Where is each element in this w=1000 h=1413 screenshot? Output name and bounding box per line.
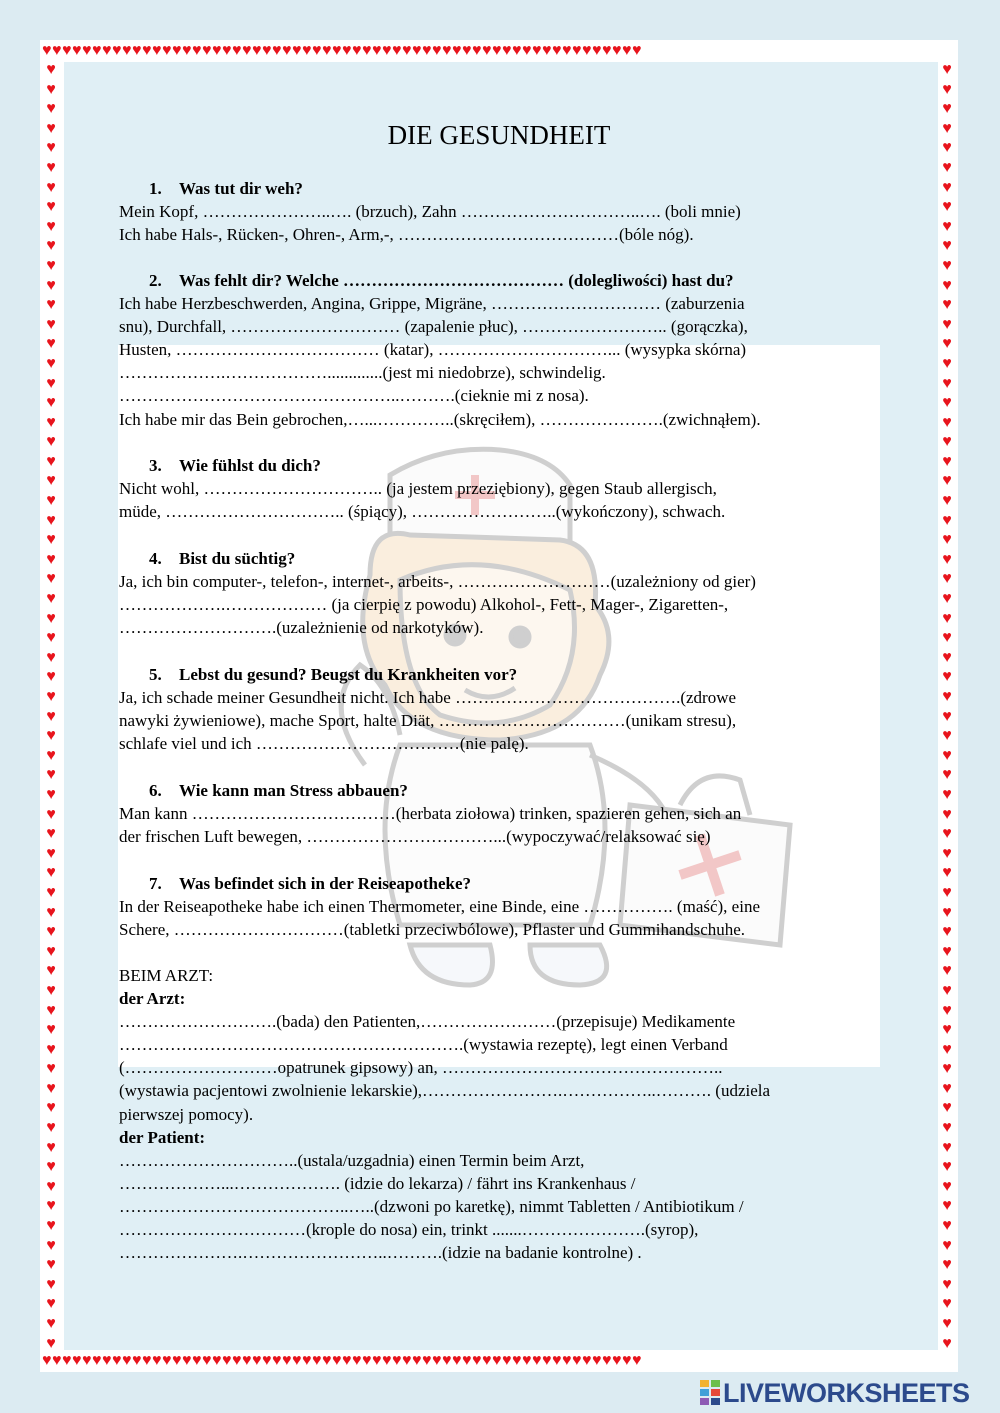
text-line: (………………………opatrunek gipsowy) an, …………………………………………..	[119, 1058, 723, 1078]
question-text: Wie fühlst du dich?	[179, 456, 321, 475]
text-line: schlafe viel und ich ………………………………(nie palę).	[119, 734, 529, 754]
text-line: …………………………………………..……….(cieknie mi z nosa).	[119, 386, 589, 406]
text-line: …………………………..(ustala/uzgadnia) einen Termin beim Arzt,	[119, 1150, 585, 1170]
question-number: 2.	[149, 271, 162, 290]
section-1	[119, 177, 889, 246]
section-3	[119, 454, 889, 523]
heart-border-top: ♥♥♥♥♥♥♥♥♥♥♥♥♥♥♥♥♥♥♥♥♥♥♥♥♥♥♥♥♥♥♥♥♥♥♥♥♥♥♥♥♥♥♥♥♥♥♥♥♥♥♥♥♥♥♥♥♥♥♥♥	[42, 42, 642, 59]
liveworksheets-logo-icon	[700, 1380, 720, 1406]
question-number: 4.	[149, 549, 162, 568]
question-text: Was fehlt dir? Welche ………………………………… (dolegliwości) hast du?	[179, 271, 734, 290]
question-text: Was tut dir weh?	[179, 179, 303, 198]
logo-text: LIVEWORKSHEETS	[723, 1378, 970, 1408]
arzt-label: der Arzt:	[119, 989, 186, 1009]
question-number: 7.	[149, 874, 162, 893]
text-line: Ich habe Hals-, Rücken-, Ohren-, Arm,-, …………………………………(bóle nóg).	[119, 225, 694, 245]
heart-border-bottom: ♥♥♥♥♥♥♥♥♥♥♥♥♥♥♥♥♥♥♥♥♥♥♥♥♥♥♥♥♥♥♥♥♥♥♥♥♥♥♥♥♥♥♥♥♥♥♥♥♥♥♥♥♥♥♥♥♥♥♥♥	[42, 1352, 642, 1369]
text-line: In der Reiseapotheke habe ich einen Thermometer, eine Binde, eine ……………. (maść), eine	[119, 897, 760, 917]
page-title: DIE GESUNDHEIT	[387, 120, 611, 150]
beim-arzt-section	[119, 964, 889, 1264]
text-line: Schere, …………………………(tabletki przeciwbólowe), Pflaster und Gummihandschuhe.	[119, 920, 746, 940]
heart-border-right: ♥♥♥♥♥♥♥♥♥♥♥♥♥♥♥♥♥♥♥♥♥♥♥♥♥♥♥♥♥♥♥♥♥♥♥♥♥♥♥♥♥♥♥♥♥♥♥♥♥♥♥♥♥♥♥♥♥♥♥♥♥♥♥♥♥♥	[942, 61, 952, 1352]
section-5	[119, 663, 889, 755]
text-line: Man kann ………………………………(herbata ziołowa) trinken, spazieren gehen, sich an	[119, 804, 742, 824]
question-text: Wie kann man Stress abbauen?	[179, 781, 408, 800]
question-number: 3.	[149, 456, 162, 475]
text-line: Ich habe mir das Bein gebrochen,…...…………..(skręciłem), ………………….(zwichnąłem).	[119, 409, 761, 429]
section-7	[119, 872, 889, 941]
text-line: nawyki żywieniowe), mache Sport, halte Diät, ……………………………(unikam stresu),	[119, 711, 737, 731]
text-line: Ich habe Herzbeschwerden, Angina, Grippe, Migräne, ………………………… (zaburzenia	[119, 294, 745, 314]
section-6	[119, 779, 889, 848]
text-line: snu), Durchfall, ………………………… (zapalenie płuc), …………………….. (gorączka),	[119, 317, 748, 337]
text-line: ……………………………(krople do nosa) ein, trinkt .......………………….(syrop),	[119, 1220, 699, 1240]
section-2	[119, 269, 889, 431]
question-number: 5.	[149, 665, 162, 684]
text-line: ……………………….(uzależnienie od narkotyków).	[119, 618, 484, 638]
section-4	[119, 547, 889, 639]
text-line: Nicht wohl, ………………………….. (ja jestem przeziębiony), gegen Staub allergisch,	[119, 479, 717, 499]
liveworksheets-logo[interactable]	[700, 1376, 995, 1410]
text-line: Ja, ich bin computer-, telefon-, internet-, arbeits-, ………………………(uzależniony od gier)	[119, 572, 756, 592]
text-line: ……………………….(bada) den Patienten,……………………(przepisuje) Medikamente	[119, 1012, 736, 1032]
text-line: Husten, ……………………………… (katar), …………………………... (wysypka skórna)	[119, 340, 747, 360]
text-line: (wystawia pacjentowi zwolnienie lekarskie),…………………….……………..………. (udziela	[119, 1081, 771, 1101]
text-line: …………………………………………………….(wystawia rezeptę), legt einen Verband	[119, 1035, 728, 1055]
heart-border-left: ♥♥♥♥♥♥♥♥♥♥♥♥♥♥♥♥♥♥♥♥♥♥♥♥♥♥♥♥♥♥♥♥♥♥♥♥♥♥♥♥♥♥♥♥♥♥♥♥♥♥♥♥♥♥♥♥♥♥♥♥♥♥♥♥♥♥	[46, 61, 56, 1352]
question-text: Lebst du gesund? Beugst du Krankheiten vor?	[179, 665, 518, 684]
text-line: müde, ………………………….. (śpiący), ……………………..(wykończony), schwach.	[119, 502, 726, 522]
question-number: 6.	[149, 781, 162, 800]
text-line: der frischen Luft bewegen, ……………………………...(wypoczywać/relaksować się)	[119, 827, 711, 847]
text-line: ………………...………………. (idzie do lekarza) / fährt ins Krankenhaus /	[119, 1173, 636, 1193]
text-line: Mein Kopf, …………………..…. (brzuch), Zahn …………………………..…. (boli mnie)	[119, 202, 741, 222]
question-text: Was befindet sich in der Reiseapotheke?	[179, 874, 472, 893]
text-line: ……………….……………….............(jest mi niedobrze), schwindelig.	[119, 363, 606, 383]
beim-arzt-heading: BEIM ARZT:	[119, 966, 214, 985]
text-line: …………………………………..…..(dzwoni po karetkę), nimmt Tabletten / Antibiotikum /	[119, 1196, 744, 1216]
question-text: Bist du süchtig?	[179, 549, 296, 568]
patient-label: der Patient:	[119, 1127, 206, 1147]
text-line: Ja, ich schade meiner Gesundheit nicht. Ich habe ………………………………….(zdrowe	[119, 688, 737, 708]
text-line: pierwszej pomocy).	[119, 1104, 254, 1124]
question-number: 1.	[149, 179, 162, 198]
text-line: ……………….……………… (ja cierpię z powodu) Alkohol-, Fett-, Mager-, Zigaretten-,	[119, 595, 729, 615]
text-line: ………………….……………………..……….(idzie na badanie kontrolne) .	[119, 1243, 642, 1263]
